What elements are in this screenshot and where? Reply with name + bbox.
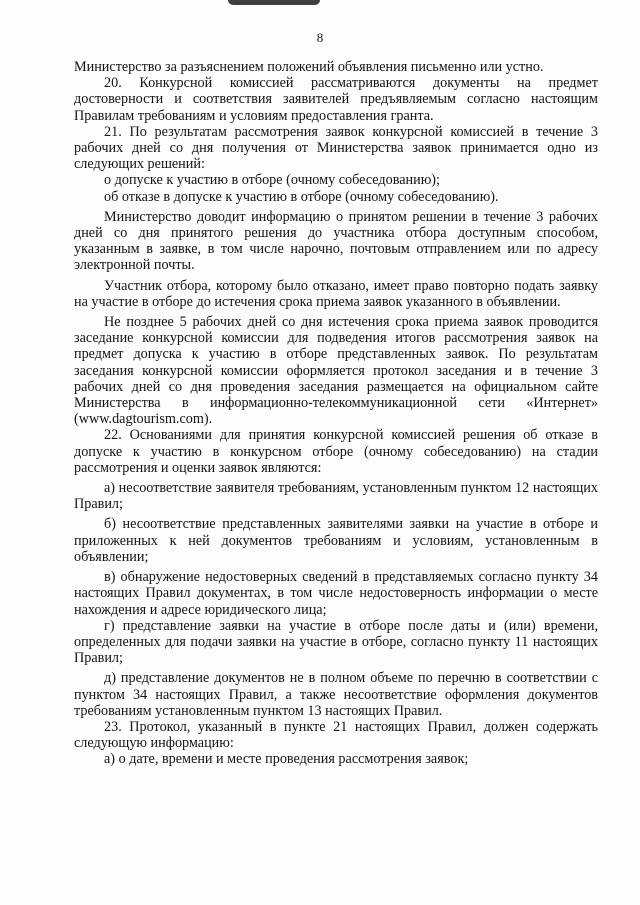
paragraph-resubmission: Участник отбора, которому было отказано, имеет право повторно подать заявку на участие в отборе до истечения срока приема заявок указанного в объявлении. — [74, 277, 598, 310]
paragraph-item-21: 21. По результатам рассмотрения заявок конкурсной комиссией в течение 3 рабочих дней со дня получения от Министерства заявок принимается одно из следующих решений: — [74, 123, 598, 173]
paragraph-ministry-notice: Министерство доводит информацию о принятом решении в течение 3 рабочих дней со дня принятого решения до участника отбора доступным способом, указанным в заявке, в том числе нарочно, почтовым отправлением или по адресу электронной почты. — [74, 208, 598, 274]
paragraph-reason-b: б) несоответствие представленных заявителями заявки на участие в отборе и приложенных к ней документов требованиям и условиям, установленным в объявлении; — [74, 516, 598, 565]
paragraph-protocol-a: а) о дате, времени и месте проведения рассмотрения заявок; — [104, 751, 469, 768]
paragraph-continuation: Министерство за разъяснением положений объявления письменно или устно. — [74, 59, 544, 75]
page-number: 8 — [316, 30, 324, 45]
paragraph-reason-c: в) обнаружение недостоверных сведений в представляемых согласно пункту 34 настоящих Правил документах, в том числе недостоверность информации о месте нахождения и адресе юридического лица; — [74, 569, 598, 618]
paragraph-reason-d: г) представление заявки на участие в отборе после даты и (или) времени, определенных для подачи заявки на участие в отборе, согласно пункту 11 настоящих Правил; — [74, 617, 598, 667]
paragraph-reason-a: а) несоответствие заявителя требованиям, установленным пунктом 12 настоящих Правил; — [74, 480, 598, 513]
paragraph-decision-admit: о допуске к участию в отборе (очному собеседованию); — [104, 172, 440, 189]
binding-mark — [228, 0, 320, 5]
document-body — [74, 59, 598, 768]
paragraph-decision-refuse: об отказе в допуске к участию в отборе (очному собеседованию). — [104, 188, 499, 205]
paragraph-item-23: 23. Протокол, указанный в пункте 21 настоящих Правил, должен содержать следующую информацию: — [74, 718, 598, 752]
paragraph-reason-e: д) представление документов не в полном объеме по перечню в соответствии с пунктом 34 настоящих Правил, а также несоответствие оформления документов требованиям установленным пунктом 13 настоящих Правил. — [74, 670, 598, 719]
paragraph-commission-meeting: Не позднее 5 рабочих дней со дня истечения срока приема заявок проводится заседание конкурсной комиссии для подведения итогов рассмотрения заявок на предмет допуска к участию в отборе представленных заявок. По результатам заседания конкурсной комиссии оформляется протокол заседания и в течение 3 рабочих дней со дня проведения заседания размещается на официальном сайте Министерства в информационно-телекоммуникационной сети «Интернет» (www.dagtourism.com). — [74, 314, 598, 428]
paragraph-item-22: 22. Основаниями для принятия конкурсной комиссией решения об отказе в допуске к участию в конкурсном отборе (очному собеседованию) на стадии рассмотрения и оценки заявок являются: — [74, 427, 598, 476]
paragraph-item-20: 20. Конкурсной комиссией рассматриваются документы на предмет достоверности и соответствия заявителей предъявляемым согласно настоящим Правилам требованиям и условиям предоставления гранта. — [74, 75, 598, 124]
